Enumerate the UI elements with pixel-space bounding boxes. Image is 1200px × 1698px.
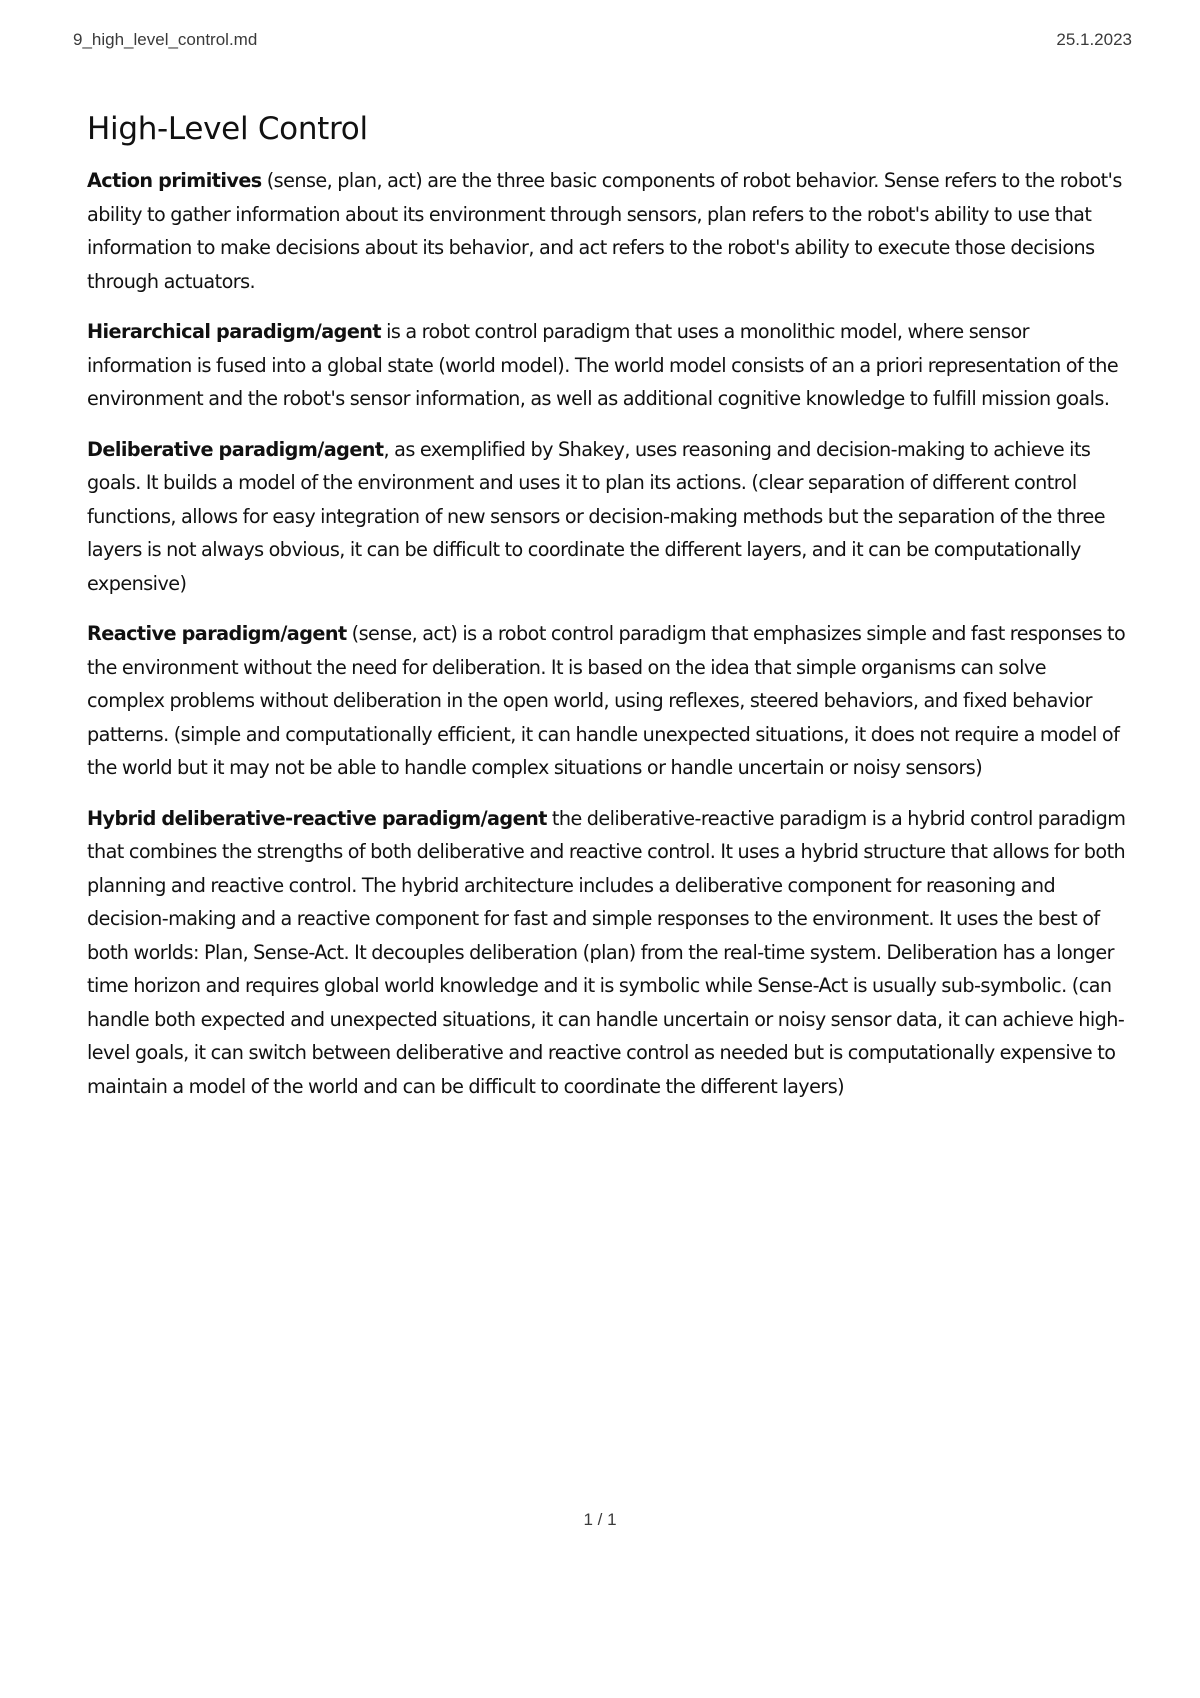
page-title: High-Level Control bbox=[87, 111, 368, 147]
print-date: 25.1.2023 bbox=[1056, 30, 1132, 49]
paragraph-hybrid-paradigm bbox=[87, 802, 1127, 1104]
page-footer bbox=[0, 1510, 1200, 1530]
paragraph-reactive-paradigm bbox=[87, 617, 1127, 785]
term-action-primitives: Action primitives bbox=[87, 169, 262, 192]
definition-reactive-paradigm: (sense, act) is a robot control paradigm that emphasizes simple and fast responses to the environment without the need for deliberation. It is based on the idea that simple organisms can solve complex problems without deliberation in the open world, using reflexes, steered behaviors, and fixed behavior patterns. (simple and computationally efficient, it can handle unexpected situations, it does not require a model of the world but it may not be able to handle complex situations or handle uncertain or noisy sensors) bbox=[87, 622, 1126, 779]
term-hybrid-paradigm: Hybrid deliberative-reactive paradigm/agent bbox=[87, 806, 547, 830]
paragraph-hierarchical-paradigm bbox=[87, 315, 1127, 416]
page-number: 1 / 1 bbox=[583, 1510, 617, 1529]
page-header bbox=[73, 30, 1132, 54]
definition-action-primitives: (sense, plan, act) are the three basic components of robot behavior. Sense refers to the robot's ability to gather information about its environment through sensors, plan refers to the robot's ability to use that information to make decisions about its behavior, and act refers to the robot's ability to execute those decisions through actuators. bbox=[87, 169, 1122, 293]
definition-hybrid-paradigm: the deliberative-reactive paradigm is a hybrid control paradigm that combines the strengths of both deliberative and reactive control. It uses a hybrid structure that allows for both planning and reactive control. The hybrid architecture includes a deliberative component for reasoning and decision-making and a reactive component for fast and simple responses to the environment. It uses the best of both worlds: Plan, Sense-Act. It decouples deliberation (plan) from the real-time system. Deliberation has a longer time horizon and requires global world knowledge and it is symbolic while Sense-Act is usually sub-symbolic. (can handle both expected and unexpected situations, it can handle uncertain or noisy sensor data, it can achieve high-level goals, it can switch between deliberative and reactive control as needed but is computationally expensive to maintain a model of the world and can be difficult to coordinate the different layers) bbox=[87, 806, 1126, 1098]
definition-hierarchical-paradigm: is a robot control paradigm that uses a monolithic model, where sensor information is fused into a global state (world model). The world model consists of an a priori representation of the environment and the robot's sensor information, as well as additional cognitive knowledge to fulfill mission goals. bbox=[87, 320, 1119, 410]
paragraph-deliberative-paradigm bbox=[87, 433, 1127, 601]
file-name: 9_high_level_control.md bbox=[73, 30, 258, 49]
paragraph-action-primitives bbox=[87, 164, 1127, 298]
document-body bbox=[87, 108, 1127, 1120]
term-deliberative-paradigm: Deliberative paradigm/agent bbox=[87, 437, 384, 461]
term-reactive-paradigm: Reactive paradigm/agent bbox=[87, 622, 347, 645]
definition-deliberative-paradigm: , as exemplified by Shakey, uses reasoning and decision-making to achieve its goals. It builds a model of the environment and uses it to plan its actions. (clear separation of different control functions, allows for easy integration of new sensors or decision-making methods but the separation of the three layers is not always obvious, it can be difficult to coordinate the different layers, and it can be computationally expensive) bbox=[87, 437, 1105, 595]
term-hierarchical-paradigm: Hierarchical paradigm/agent bbox=[87, 320, 382, 343]
